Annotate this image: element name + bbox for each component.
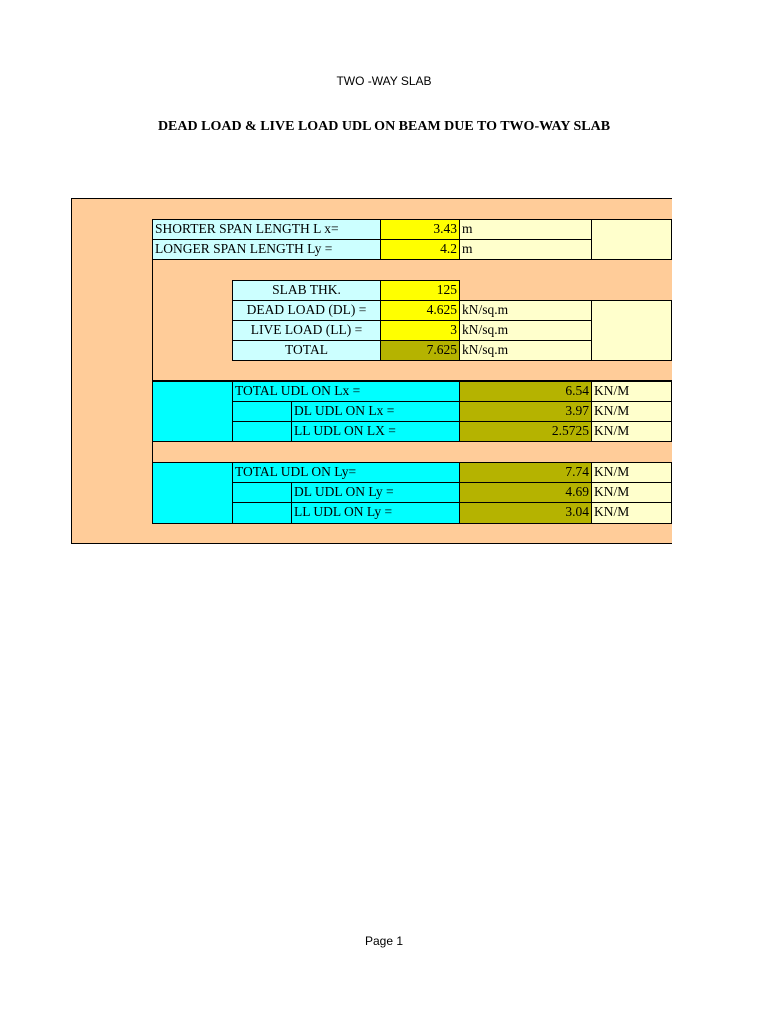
total-load-unit[interactable]: kN/sq.m: [459, 340, 592, 361]
dl-udl-ly-value[interactable]: 4.69: [459, 482, 592, 503]
loads-side-cell[interactable]: [591, 300, 672, 361]
longer-span-unit[interactable]: m: [459, 239, 592, 260]
udl-lx-block[interactable]: [152, 381, 233, 442]
dl-udl-ly-spacer[interactable]: [232, 482, 292, 503]
ll-udl-lx-spacer[interactable]: [232, 421, 292, 442]
total-udl-ly-label[interactable]: TOTAL UDL ON Ly=: [232, 462, 460, 483]
longer-span-label[interactable]: LONGER SPAN LENGTH Ly =: [152, 239, 381, 260]
shorter-span-label[interactable]: SHORTER SPAN LENGTH L x=: [152, 219, 381, 240]
ll-udl-lx-value[interactable]: 2.5725: [459, 421, 592, 442]
ll-udl-ly-label[interactable]: LL UDL ON Ly =: [291, 502, 460, 524]
ll-udl-lx-label[interactable]: LL UDL ON LX =: [291, 421, 460, 442]
dead-load-label[interactable]: DEAD LOAD (DL) =: [232, 300, 381, 321]
dl-udl-ly-label[interactable]: DL UDL ON Ly =: [291, 482, 460, 503]
total-udl-ly-value[interactable]: 7.74: [459, 462, 592, 483]
longer-span-value[interactable]: 4.2: [380, 239, 460, 260]
ll-udl-ly-unit[interactable]: KN/M: [591, 502, 672, 524]
total-udl-ly-unit[interactable]: KN/M: [591, 462, 672, 483]
total-udl-lx-label[interactable]: TOTAL UDL ON Lx =: [232, 381, 460, 402]
live-load-label[interactable]: LIVE LOAD (LL) =: [232, 320, 381, 341]
total-udl-lx-unit[interactable]: KN/M: [591, 381, 672, 402]
total-udl-lx-value[interactable]: 6.54: [459, 381, 592, 402]
dl-udl-ly-unit[interactable]: KN/M: [591, 482, 672, 503]
shorter-span-unit[interactable]: m: [459, 219, 592, 240]
udl-ly-block[interactable]: [152, 462, 233, 524]
slab-thickness-value[interactable]: 125: [380, 280, 460, 301]
slab-thickness-label[interactable]: SLAB THK.: [232, 280, 381, 301]
sheet-title: TWO -WAY SLAB: [336, 74, 432, 88]
dead-load-unit[interactable]: kN/sq.m: [459, 300, 592, 321]
live-load-value[interactable]: 3: [380, 320, 460, 341]
page-number: Page 1: [364, 934, 404, 948]
total-load-value[interactable]: 7.625: [380, 340, 460, 361]
udl-gap-row: [152, 441, 672, 463]
dead-load-value[interactable]: 4.625: [380, 300, 460, 321]
main-heading: DEAD LOAD & LIVE LOAD UDL ON BEAM DUE TO TWO-WAY SLAB: [157, 119, 611, 134]
live-load-unit[interactable]: kN/sq.m: [459, 320, 592, 341]
ll-udl-ly-value[interactable]: 3.04: [459, 502, 592, 524]
total-load-label[interactable]: TOTAL: [232, 340, 381, 361]
dl-udl-lx-unit[interactable]: KN/M: [591, 401, 672, 422]
ll-udl-lx-unit[interactable]: KN/M: [591, 421, 672, 442]
dl-udl-lx-label[interactable]: DL UDL ON Lx =: [291, 401, 460, 422]
ll-udl-ly-spacer[interactable]: [232, 502, 292, 524]
dl-udl-lx-value[interactable]: 3.97: [459, 401, 592, 422]
spans-side-cell[interactable]: [591, 219, 672, 260]
dl-udl-lx-spacer[interactable]: [232, 401, 292, 422]
shorter-span-value[interactable]: 3.43: [380, 219, 460, 240]
